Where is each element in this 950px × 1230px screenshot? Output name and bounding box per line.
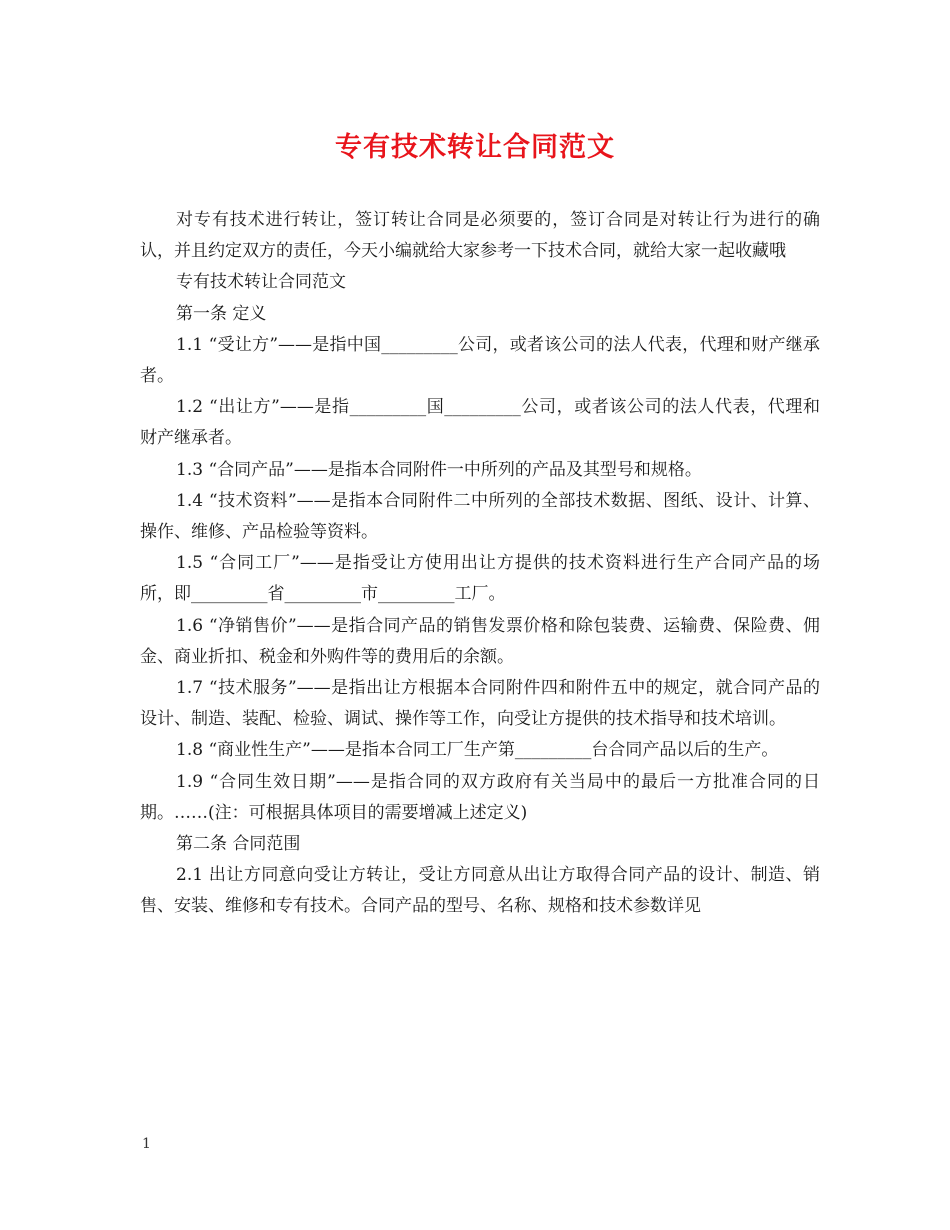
document-body — [140, 205, 820, 923]
clause-1-5: 1.5 “合同工厂”——是指受让方使用出让方提供的技术资料进行生产合同产品的场所，即_________省_________市_________工厂。 — [140, 553, 820, 605]
page-number: 1 — [142, 1136, 151, 1152]
clause-1-9: 1.9 “合同生效日期”——是指合同的双方政府有关当局中的最后一方批准合同的日期。……(注：可根据具体项目的需要增减上述定义) — [140, 771, 820, 823]
article-1-heading: 第一条 定义 — [176, 303, 267, 324]
clause-1-4: 1.4 “技术资料”——是指本合同附件二中所列的全部技术数据、图纸、设计、计算、操作、维修、产品检验等资料。 — [140, 490, 820, 543]
clause-1-2: 1.2 “出让方”——是指_________国_________公司，或者该公司的法人代表，代理和财产继承者。 — [140, 397, 820, 449]
clause-1-1: 1.1 “受让方”——是指中国_________公司，或者该公司的法人代表，代理和财产继承者。 — [140, 334, 820, 387]
clause-2-1: 2.1 出让方同意向受让方转让，受让方同意从出让方取得合同产品的设计、制造、销售、安装、维修和专有技术。合同产品的型号、名称、规格和技术参数详见 — [140, 865, 820, 917]
article-2-heading: 第二条 合同范围 — [176, 834, 301, 855]
contract-heading: 专有技术转让合同范文 — [176, 272, 346, 293]
clause-1-3: 1.3 “合同产品”——是指本合同附件一中所列的产品及其型号和规格。 — [176, 459, 702, 480]
clause-1-6: 1.6 “净销售价”——是指合同产品的销售发票价格和除包装费、运输费、保险费、佣金、商业折扣、税金和外购件等的费用后的余额。 — [140, 615, 820, 667]
document-title: 专有技术转让合同范文 — [335, 132, 615, 163]
clause-1-7: 1.7 “技术服务”——是指出让方根据本合同附件四和附件五中的规定，就合同产品的设计、制造、装配、检验、调试、操作等工作，向受让方提供的技术指导和技术培训。 — [140, 678, 820, 730]
clause-1-8: 1.8 “商业性生产”——是指本合同工厂生产第_________台合同产品以后的生产。 — [176, 740, 779, 761]
intro-paragraph: 对专有技术进行转让，签订转让合同是必须要的，签订合同是对转让行为进行的确认，并且约定双方的责任，今天小编就给大家参考一下技术合同，就给大家一起收藏哦 — [140, 210, 820, 262]
